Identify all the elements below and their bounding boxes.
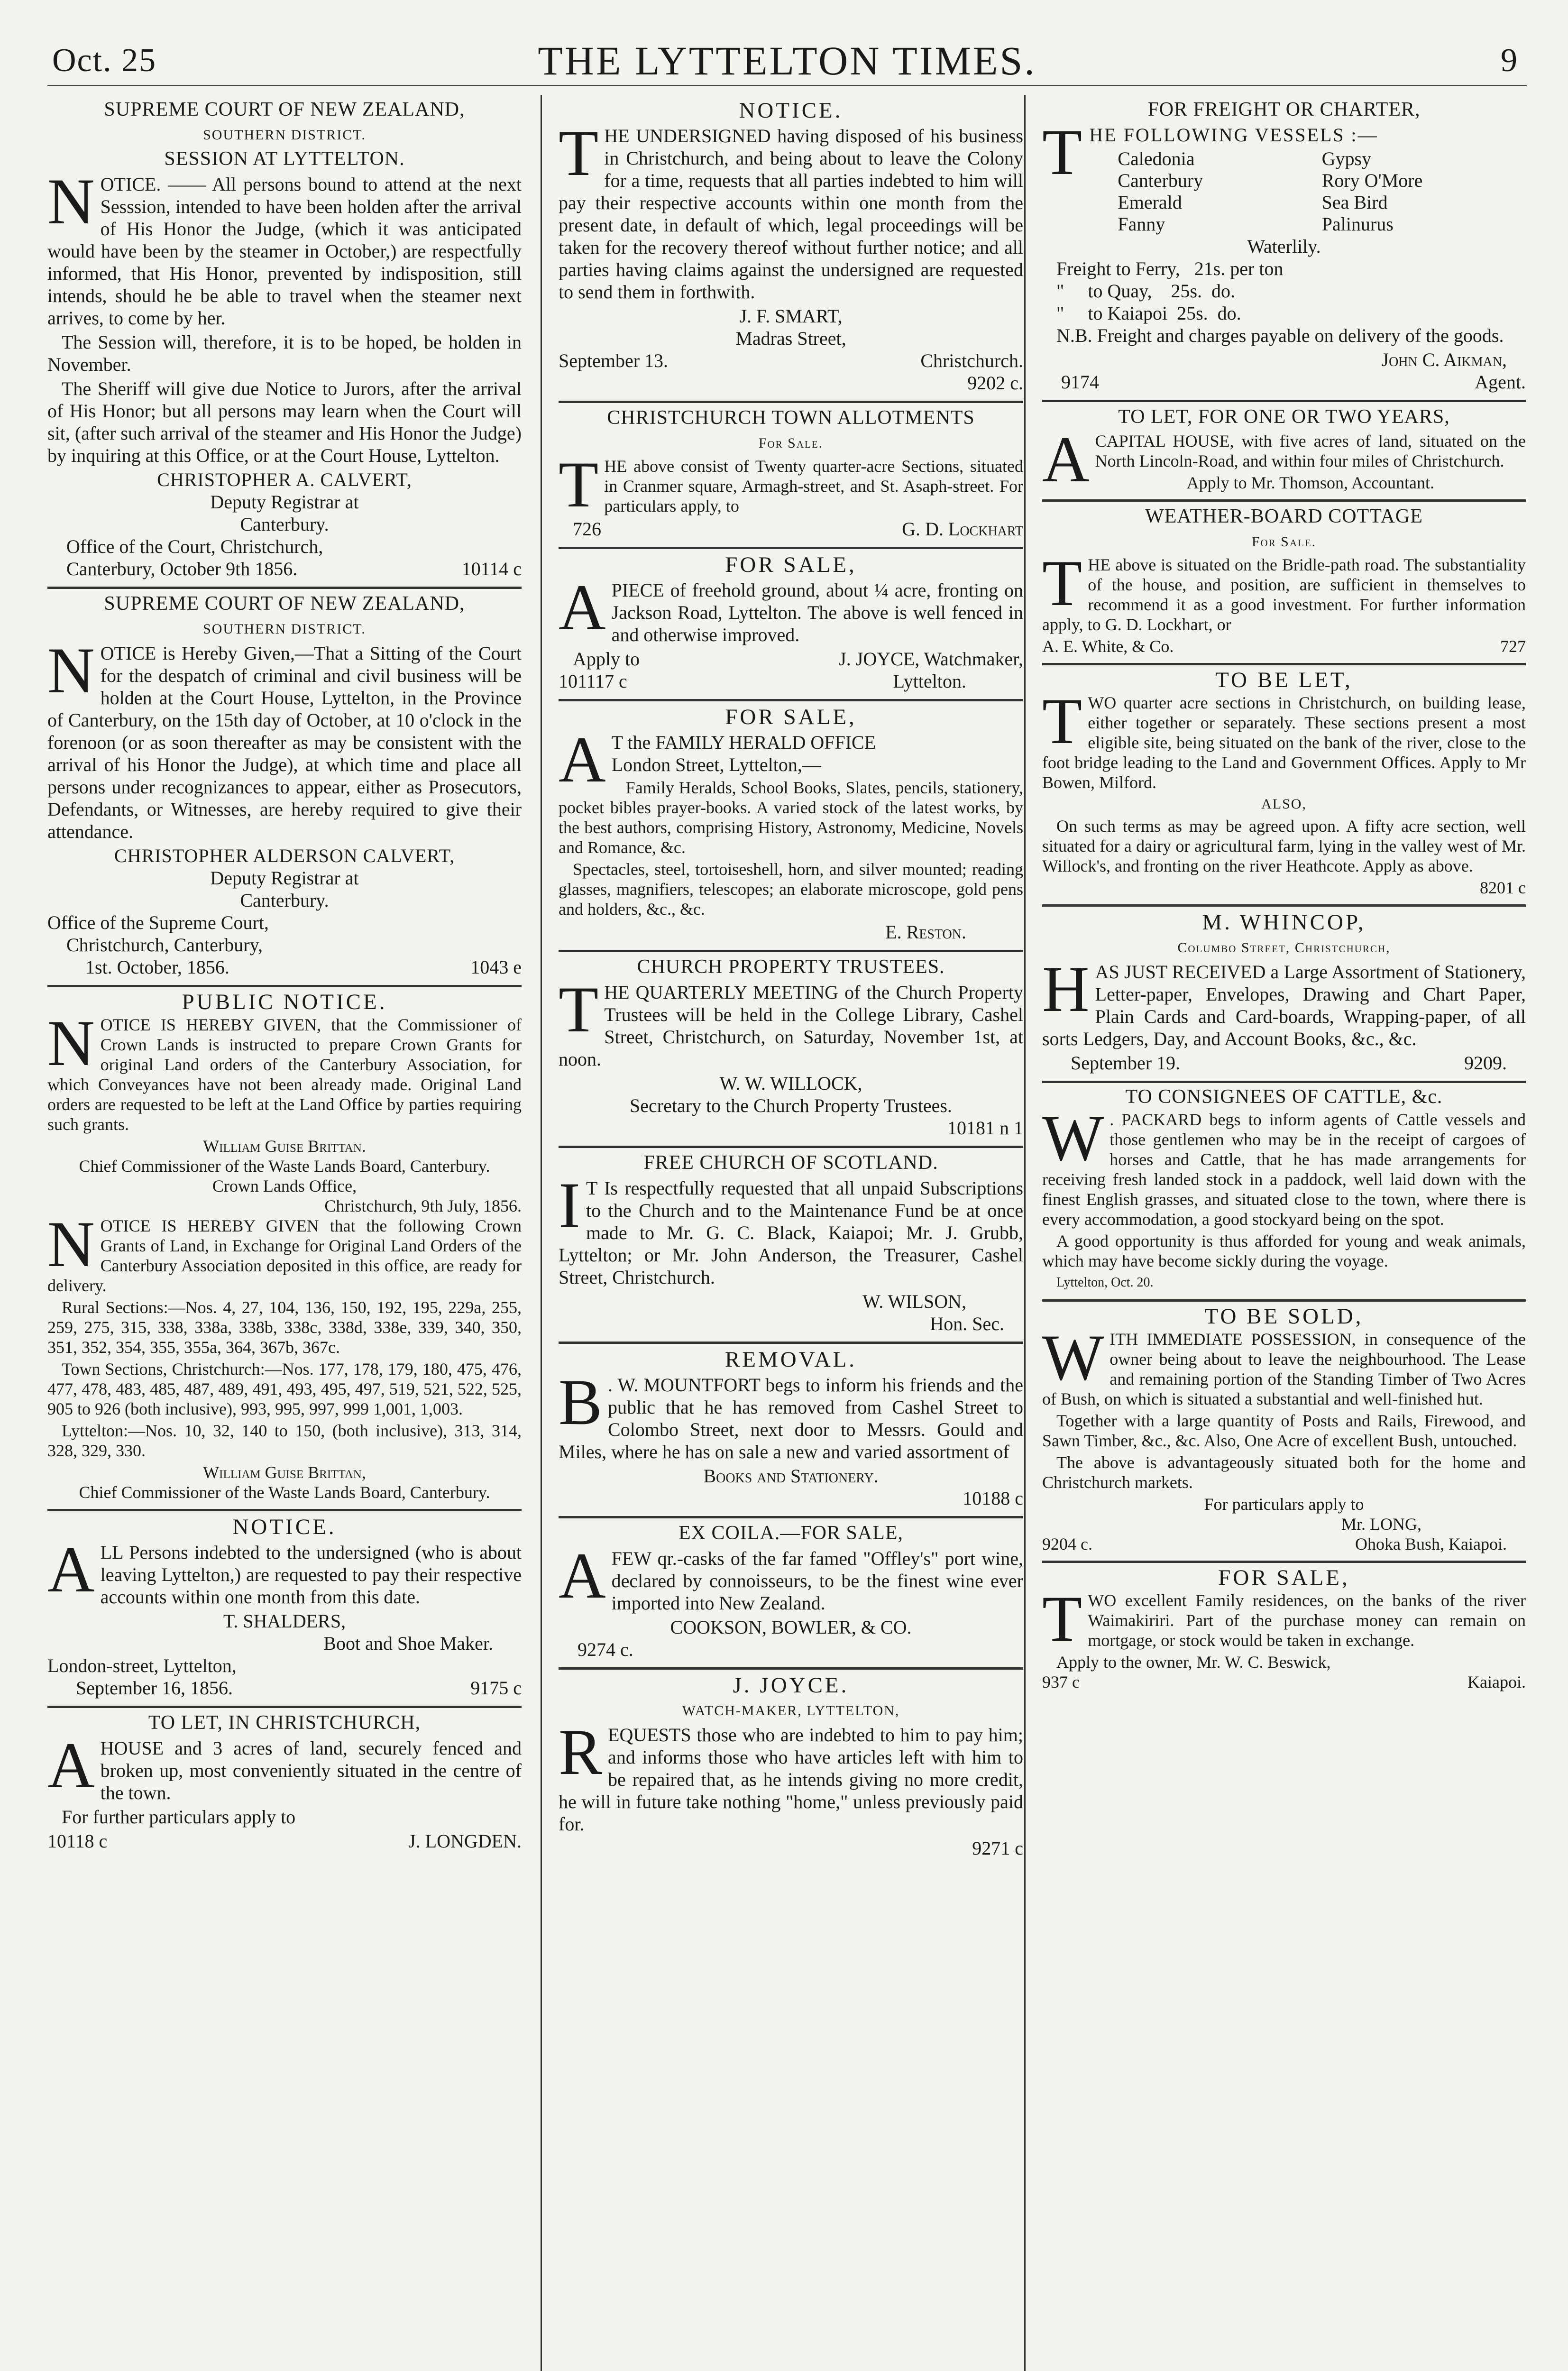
ad-heading: FREE CHURCH OF SCOTLAND. (643, 1152, 938, 1174)
ad-heading: FOR SALE, (1218, 1565, 1350, 1590)
signer-role: Canterbury. (240, 890, 329, 911)
ad-body: AFEW qr.-casks of the far famed "Offley's" port wine, declared by connoisseurs, to be the finest wine ever imported into New Zealand. (559, 1539, 1023, 1614)
joyce-watchmaker (559, 1670, 1023, 1866)
ref-row: A. E. White, & Co. 727 (1042, 637, 1526, 656)
column-1 (47, 95, 522, 2371)
signer-role: Chief Commissioner of the Waste Lands Board, Canterbury. (79, 1483, 490, 1502)
public-notice (47, 987, 522, 1511)
ad-body: A good opportunity is thus afforded for young and weak animals, which may have become sickly during the voyage. (1042, 1231, 1526, 1270)
freight-rate: " to Kaiapoi 25s. do. (1056, 303, 1241, 324)
ad-body: I T Is respectfully requested that all unpaid Subscriptions to the Church and to the Maintenance Fund be at once made to Mr. G. C. Black, Kaiapoi; Mr. J. Grubb, Lyttelton; or Mr. John Anderson, the Treasurer, Cashel Street, Christchurch. (559, 1169, 1023, 1288)
signer-role: Canterbury. (240, 514, 329, 535)
church-property-trustees (559, 952, 1023, 1148)
apply-line: For particulars apply to (1204, 1495, 1364, 1514)
drop-cap: T (559, 117, 599, 189)
ad-body: A T the FAMILY HERALD OFFICE London Street, Lyttelton,— (559, 723, 876, 796)
drop-cap: T (1042, 547, 1082, 619)
date-address-row: September 13. Christchurch. (559, 350, 1023, 371)
drop-cap: T (559, 448, 599, 521)
office-line: Christchurch, Canterbury, (66, 934, 263, 956)
apply-row: Apply to J. JOYCE, Watchmaker, (573, 648, 1023, 670)
vessel-name: Palinurus (1321, 213, 1394, 235)
notice-shalders (47, 1511, 522, 1708)
signer-role: Hon. Sec. (930, 1313, 1004, 1334)
ad-ref: 9271 c (972, 1838, 1023, 1859)
drop-cap: W (1042, 1102, 1104, 1174)
vessel-name: Gypsy (1321, 148, 1372, 169)
ad-heading: CHURCH PROPERTY TRUSTEES. (637, 956, 945, 978)
signer-name: E. Reston. (885, 921, 966, 943)
signer-name: William Guise Brittan, (203, 1463, 366, 1482)
office-line: Office of the Court, Christchurch, (66, 536, 323, 557)
ad-heading: EX COILA.—FOR SALE, (678, 1522, 903, 1544)
whincop-stationery (1042, 907, 1526, 1083)
signer-name: T. SHALDERS, (223, 1610, 346, 1632)
ad-body: NOTICE IS HEREBY GIVEN that the following Crown Grants of Land, in Exchange for Original Land Orders of the Canterbury Association deposited in this office, are ready for delivery. (47, 1208, 522, 1295)
drop-cap: N (47, 634, 95, 707)
to-consignees-of-cattle (1042, 1083, 1526, 1302)
ad-heading: PUBLIC NOTICE. (182, 990, 387, 1014)
ref-place-row: 937 c Kaiapoi. (1042, 1673, 1526, 1691)
for-sale-residences (1042, 1563, 1526, 1699)
issue-date: Oct. 25 (52, 42, 157, 79)
ad-heading: TO LET, IN CHRISTCHURCH, (148, 1712, 421, 1734)
address-line: Madras Street, (735, 328, 846, 349)
page-number: 9 (1501, 42, 1517, 79)
vessel-list (1089, 148, 1526, 235)
apply-line: Apply to the owner, Mr. W. C. Beswick, (1056, 1653, 1331, 1672)
column-3 (1024, 95, 1526, 2371)
signer-name: COOKSON, BOWLER, & CO. (670, 1617, 912, 1638)
signer-name: CHRISTOPHER A. CALVERT, (157, 469, 412, 490)
ref-name-row: 726 G. D. Lockhart (573, 518, 1023, 540)
ad-heading: FOR SALE, (725, 552, 857, 577)
ad-heading: TO CONSIGNEES OF CATTLE, &c. (1125, 1086, 1443, 1108)
ad-body: The Sheriff will give due Notice to Jurors, after the arrival of His Honor; but all persons may learn when the Court will sit, (after such arrival of the steamer and His Honor the Judge) by inquiring at this Office, or at the Court House, Lyttelton. (47, 378, 522, 466)
ad-body: On such terms as may be agreed upon. A fifty acre section, well situated for a dairy or agricultural farm, lying in the valley west of Mr. Willock's, and fronting on the river Heathcote. Apply as above. (1042, 817, 1526, 875)
ad-body: THE QUARTERLY MEETING of the Church Property Trustees will be held in the College Library, Cashel Street, Christchurch, on Saturday, November 1st, at noon. (559, 973, 1023, 1070)
drop-cap: A (559, 571, 606, 643)
office-line: Office of the Supreme Court, (47, 912, 269, 933)
signer-role: Chief Commissioner of the Waste Lands Board, Canterbury. (79, 1157, 490, 1176)
drop-cap: T (1042, 116, 1084, 188)
ad-body: APIECE of freehold ground, about ¼ acre, fronting on Jackson Road, Lyttelton. The above is well fenced in and otherwise improved. (559, 571, 1023, 645)
signer-role: Deputy Registrar at (210, 867, 359, 889)
signer-name: W. WILSON, (862, 1291, 966, 1312)
ad-body: ALL Persons indebted to the undersigned (who is about leaving Lyttelton,) are requested to pay their respective accounts within one month from this date. (47, 1533, 522, 1608)
vessel-name: Rory O'More (1321, 170, 1423, 191)
ad-subheading: SOUTHERN DISTRICT. (203, 621, 366, 637)
ad-subheading: For Sale. (1251, 534, 1317, 550)
drop-cap: T (1042, 1582, 1082, 1655)
ad-body: ACAPITAL HOUSE, with five acres of land, situated on the North Lincoln-Road, and within four miles of Christchurch. (1042, 423, 1526, 496)
ad-heading: SUPREME COURT OF NEW ZEALAND, (104, 593, 465, 615)
for-sale-family-herald (559, 701, 1023, 952)
also-line: ALSO, (1261, 796, 1307, 812)
ad-body: NOTICE. —— All persons bound to attend at the next Sesssion, intended to have been holden after the arrival of His Honor the Judge, (which it was anticipated would have been by the steamer in October,) are respectfully informed, that His Honor, prevented by indisposition, still intends, should he be able to travel when the steamer next arrives, to come by her. (47, 165, 522, 329)
ex-coila-for-sale (559, 1518, 1023, 1670)
drop-cap: H (1042, 953, 1090, 1025)
signer-name: John C. Aikman, (1381, 349, 1507, 370)
ad-body: For further particulars apply to (62, 1806, 296, 1828)
removal-mountfort (559, 1344, 1023, 1518)
office-line: Crown Lands Office, (212, 1176, 357, 1195)
signer-name: W. W. WILLOCK, (719, 1073, 862, 1094)
ref-place-row: 101117 c Lyttelton. (559, 671, 966, 692)
ad-body: THE above is situated on the Bridle-path road. The substantiality of the house, and position, are sufficient in themselves to recommend it as a good investment. For further information apply, to G. D. Lockhart, or (1042, 547, 1526, 634)
ref-name-row: 10118 c J. LONGDEN. (47, 1830, 522, 1852)
drop-cap: A (559, 723, 606, 796)
ad-body: NOTICE IS HEREBY GIVEN, that the Commissioner of Crown Lands is instructed to prepare Crown Grants for original Land orders of the Canterbury Association, for which Conveyances have not been already made. Original Land orders are requested to be left at the Land Office by parties requiring such grants. (47, 1007, 522, 1134)
ad-ref: 10181 n 1 (947, 1117, 1023, 1139)
vessel-name: Sea Bird (1321, 192, 1388, 213)
town-sections: Town Sections, Christchurch:—Nos. 177, 178, 179, 180, 475, 476, 477, 478, 483, 485, 487, 489, 491, 493, 495, 497, 519, 521, 522, 525, 905 to 926 (both inclusive), 993, 995, 997, 999 1,001, 1,003. (47, 1360, 522, 1418)
drop-cap: R (559, 1716, 603, 1788)
drop-cap: N (47, 165, 95, 238)
signer-name: William Guise Brittan. (203, 1137, 366, 1156)
drop-cap: A (47, 1533, 95, 1606)
ad-ref: 8201 c (1480, 878, 1526, 897)
ad-subheading: Columbo Street, Christchurch, (1177, 940, 1391, 956)
ad-heading: NOTICE. (739, 98, 843, 123)
ad-heading: TO BE LET, (1215, 668, 1353, 692)
ad-lead: THE FOLLOWING VESSELS :— (1042, 116, 1378, 188)
date-ref-row: 1st. October, 1856. 1043 e (85, 956, 522, 978)
signer-name: Mr. LONG, (1341, 1515, 1421, 1534)
to-let-one-or-two-years (1042, 402, 1526, 502)
drop-cap: W (1042, 1321, 1104, 1394)
ad-body: B . W. MOUNTFORT begs to inform his friends and the public that he has removed from Cashel Street to Colombo Street, next door to Messrs. Gould and Miles, where he has on sale a new and varied assortment of (559, 1366, 1023, 1462)
vessel-name: Emerald (1118, 192, 1182, 213)
for-sale-jackson-road (559, 549, 1023, 701)
apply-line: Apply to Mr. Thomson, Accountant. (1186, 473, 1434, 492)
address-line: London-street, Lyttelton, (47, 1655, 237, 1676)
column-2 (541, 95, 1023, 2371)
freight-rate: " to Quay, 25s. do. (1056, 280, 1236, 302)
to-let-christchurch (47, 1708, 522, 1859)
ad-body: TWO quarter acre sections in Christchurch, on building lease, either together or separately. These sections present a most eligible site, being situated on the bank of the river, close to the foot bridge leading to the Land and Government Offices. Apply to Mr Bowen, Milford. (1042, 685, 1526, 792)
drop-cap: T (1042, 685, 1082, 757)
ad-date: Lyttelton, Oct. 20. (1056, 1275, 1154, 1290)
vessel-name: Waterlily. (1247, 236, 1321, 257)
lyttelton-sections: Lyttelton:—Nos. 10, 32, 140 to 150, (both inclusive), 313, 314, 328, 329, 330. (47, 1421, 522, 1460)
ad-heading: M. WHINCOP, (1202, 910, 1366, 935)
free-church-of-scotland (559, 1148, 1023, 1344)
ad-heading: NOTICE. (232, 1515, 337, 1539)
ad-subheading: WATCH-MAKER, LYTTELTON, (682, 1703, 900, 1719)
ad-body: TWO excellent Family residences, on the banks of the river Waimakiriri. Part of the purchase money can remain on mortgage, or stock would be taken in exchange. (1042, 1582, 1526, 1655)
rural-sections: Rural Sections:—Nos. 4, 27, 104, 136, 150, 192, 195, 229a, 255, 259, 275, 315, 338, 338a, 338b, 338c, 338d, 338e, 339, 340, 350, 351, 352, 354, 355, 355a, 364, 367b, 367c. (47, 1298, 522, 1357)
goods-line: Books and Stationery. (703, 1465, 879, 1487)
newspaper-title: THE LYTTELTON TIMES. (538, 38, 1036, 83)
drop-cap: T (559, 973, 599, 1046)
date-ref-row: Canterbury, October 9th 1856. 10114 c (66, 558, 522, 579)
signer-name: J. F. SMART, (739, 305, 843, 327)
ad-subheading: SESSION AT LYTTELTON. (164, 148, 405, 170)
ad-heading: REMOVAL. (724, 1347, 857, 1372)
signer-role: Deputy Registrar at (210, 491, 359, 513)
drop-cap: A (559, 1539, 606, 1612)
ad-ref: 10188 c (963, 1488, 1023, 1509)
ad-heading: TO BE SOLD, (1204, 1304, 1364, 1329)
ad-body: W . PACKARD begs to inform agents of Cattle vessels and those gentlemen who may be in the receipt of cargoes of horses and Cattle, that he has made arrangements for receiving fresh landed stock in a paddock, well laid down with the finest English grasses, and situated close to the town, where there is every accommodation, a good stockyard being on the spot. (1042, 1102, 1526, 1229)
freight-or-charter (1042, 95, 1526, 402)
ad-subheading: For Sale. (758, 435, 824, 451)
ad-body: THE above consist of Twenty quarter-acre Sections, situated in Cranmer square, Armagh-street, and St. Asaph-street. For particulars apply, to (559, 448, 1023, 521)
ad-body: Together with a large quantity of Posts and Rails, Firewood, and Sawn Timber, &c., &c. Also, One Acre of excellent Bush, untouched. (1042, 1411, 1526, 1450)
drop-cap: B (559, 1366, 603, 1438)
ad-body: WITH IMMEDIATE POSSESSION, in consequence of the owner being about to leave the neighbourhood. The Lease and remaining portion of the Standing Timber of Two Acres of Bush, on which is situated a substantial and well-finished hut. (1042, 1321, 1526, 1408)
drop-cap: A (47, 1729, 95, 1801)
vessel-name: Fanny (1118, 213, 1165, 235)
freight-rate: Freight to Ferry, 21s. per ton (1056, 258, 1284, 279)
supreme-court-notice-2 (47, 589, 522, 987)
to-be-sold (1042, 1302, 1526, 1563)
ref-place-row: 9204 c. Ohoka Bush, Kaiapoi. (1042, 1535, 1507, 1553)
christchurch-town-allotments (559, 403, 1023, 549)
ad-body: The above is advantageously situated both for the home and Christchurch markets. (1042, 1453, 1526, 1492)
signer-role: Secretary to the Church Property Trustees. (630, 1095, 952, 1116)
ad-body: N.B. Freight and charges payable on delivery of the goods. (1056, 325, 1504, 346)
ad-heading: FOR SALE, (725, 705, 857, 729)
signer-name: CHRISTOPHER ALDERSON CALVERT, (114, 845, 455, 866)
vessel-name: Caledonia (1118, 148, 1195, 169)
vessel-name: Canterbury (1118, 170, 1203, 191)
supreme-court-notice-1 (47, 95, 522, 589)
weather-board-cottage (1042, 502, 1526, 665)
ad-heading: WEATHER-BOARD COTTAGE (1145, 505, 1423, 527)
drop-cap: N (47, 1007, 95, 1079)
ad-subheading: SOUTHERN DISTRICT. (203, 127, 366, 143)
date-ref-row: September 19. 9209. (1071, 1052, 1507, 1074)
ad-body: HAS JUST RECEIVED a Large Assortment of Stationery, Letter-paper, Envelopes, Drawing and Chart Paper, Plain Cards and Card-boards, Wrapping-paper, of all sorts Ledgers, Day, and Account Books, &c., &c. (1042, 953, 1526, 1049)
ad-body: NOTICE is Hereby Given,—That a Sitting of the Court for the despatch of criminal and civil business will be holden at the Court House, Lyttelton, in the Province of Canterbury, on the 15th day of October, at 10 o'clock in the forenoon (or as soon thereafter as may be consistent with the arrival of his Honor the Judge), at which time and place all persons under recognizances to appear, either as Prosecutors, Defendants, or Witnesses, are hereby required to give their attendance. (47, 634, 522, 842)
signer-role: Boot and Shoe Maker. (323, 1633, 493, 1654)
ad-body: THE UNDERSIGNED having disposed of his business in Christchurch, and being about to leave the Colony for a time, requests that all parties indebted to him will pay their respective accounts within one month from the present date, in default of which, legal proceedings will be taken for the recovery thereof without further notice; and all parties having claims against the undersigned are requested to send them in forthwith. (559, 117, 1023, 303)
ad-heading: TO LET, FOR ONE OR TWO YEARS, (1118, 406, 1450, 428)
ref-role-row: 9174 Agent. (1061, 371, 1526, 393)
to-be-let (1042, 665, 1526, 907)
ad-heading: J. JOYCE. (733, 1673, 849, 1698)
masthead (47, 28, 1527, 87)
ad-body: The Session will, therefore, it is to be hoped, be holden in November. (47, 331, 522, 375)
ad-body: Spectacles, steel, tortoiseshell, horn, and silver mounted; reading glasses, magnifiers, telescopes; an elaborate microscope, gold pens and holders, &c., &c. (559, 860, 1023, 919)
office-line: Christchurch, 9th July, 1856. (324, 1196, 522, 1215)
drop-cap: I (559, 1169, 580, 1241)
ad-ref: 9202 c. (967, 372, 1023, 394)
drop-cap: N (47, 1208, 95, 1280)
ad-heading: FOR FREIGHT OR CHARTER, (1147, 99, 1421, 120)
ad-body: REQUESTS those who are indebted to him to pay him; and informs those who have articles left with him to be repaired that, as he intends giving no more credit, he will in future take nothing "home," unless previously paid for. (559, 1716, 1023, 1835)
date-ref-row: September 16, 1856. 9175 c (76, 1677, 522, 1699)
ad-heading: SUPREME COURT OF NEW ZEALAND, (104, 99, 465, 120)
ad-body: AHOUSE and 3 acres of land, securely fenced and broken up, most conveniently situated in the centre of the town. (47, 1729, 522, 1803)
ad-heading: CHRISTCHURCH TOWN ALLOTMENTS (607, 407, 975, 429)
ad-body: Family Heralds, School Books, Slates, pencils, stationery, pocket bibles prayer-books. A varied stock of the latest works, by the best authors, comprising History, Astronomy, Medicine, Novels and Romance, &c. (559, 778, 1023, 857)
ad-ref: 9274 c. (578, 1639, 633, 1660)
notice-smart (559, 95, 1023, 403)
drop-cap: A (1042, 423, 1090, 496)
